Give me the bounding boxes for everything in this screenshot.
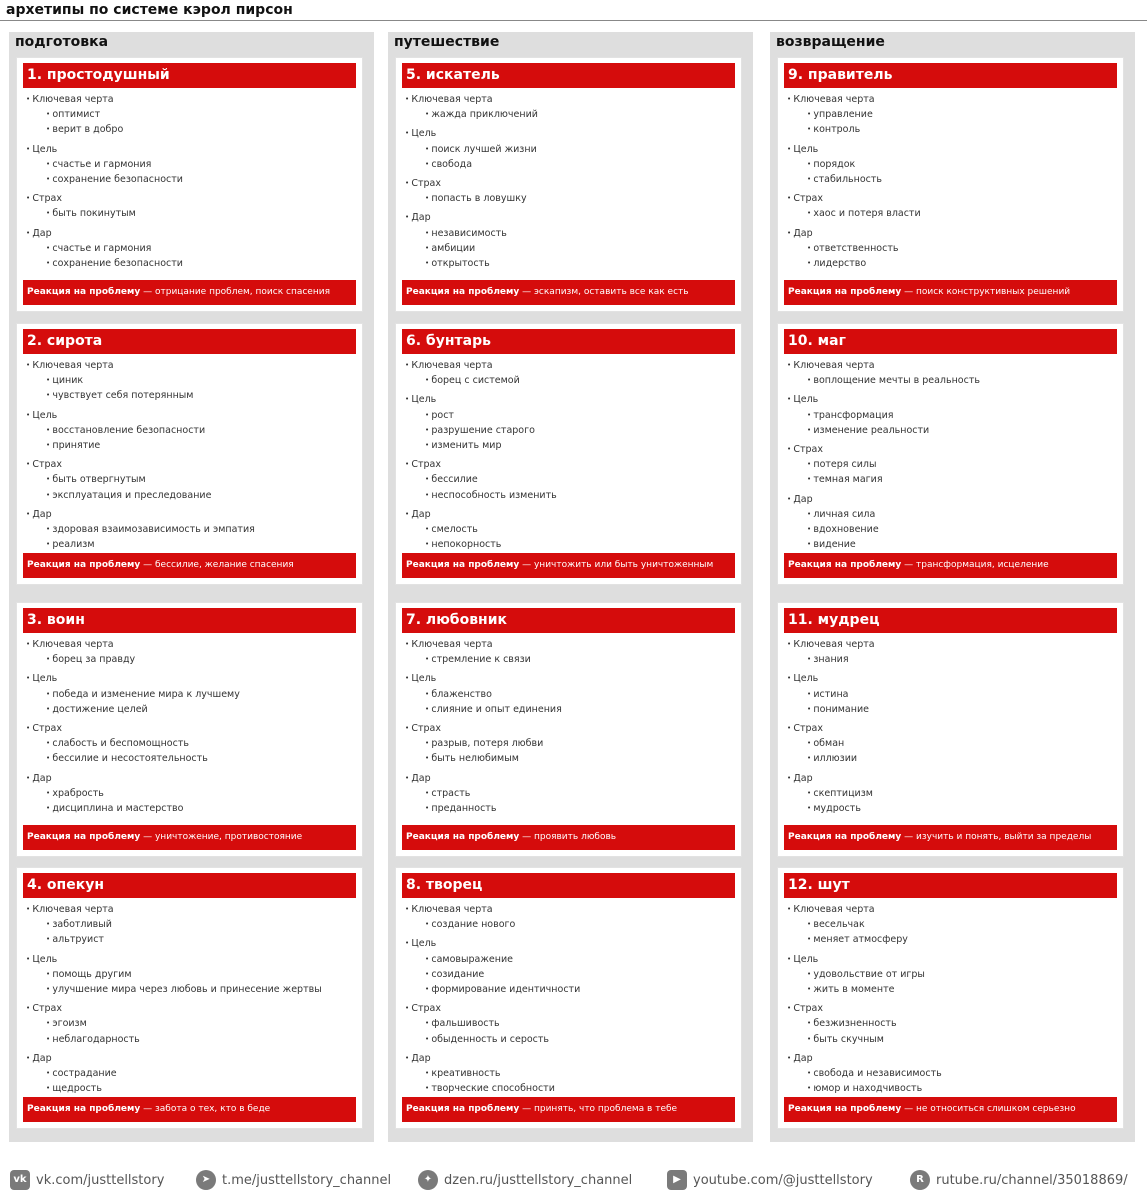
telegram-icon: ➤ — [196, 1170, 216, 1190]
footer-link-text: youtube.com/@justtellstory — [693, 1172, 873, 1188]
section-label: • Ключевая черта — [23, 637, 358, 652]
section-item: • свобода — [402, 157, 737, 172]
section-item: • счастье и гармония — [23, 241, 358, 256]
section — [402, 126, 737, 172]
section — [402, 507, 737, 553]
section — [23, 721, 358, 767]
section — [402, 771, 737, 817]
section-label: • Дар — [784, 492, 1119, 507]
section — [23, 902, 358, 948]
section — [23, 191, 358, 221]
section-item: • достижение целей — [23, 702, 358, 717]
archetype-title: 6. бунтарь — [402, 329, 735, 354]
section-item: • циник — [23, 373, 358, 388]
title-divider — [0, 20, 1147, 21]
section — [784, 637, 1119, 667]
reaction-text: — бессилие, желание спасения — [143, 560, 294, 570]
section-item: • управление — [784, 107, 1119, 122]
section-label: • Дар — [402, 210, 737, 225]
archetype-title: 1. простодушный — [23, 63, 356, 88]
section-item: • альтруист — [23, 932, 358, 947]
section-item: • быть покинутым — [23, 206, 358, 221]
reaction-bar — [784, 280, 1117, 305]
section-item: • потеря силы — [784, 457, 1119, 472]
section-item: • борец за правду — [23, 652, 358, 667]
section-label: • Ключевая черта — [784, 358, 1119, 373]
section-item: • быть нелюбимым — [402, 751, 737, 766]
reaction-bar — [784, 1097, 1117, 1122]
section — [402, 176, 737, 206]
section-item: • жажда приключений — [402, 107, 737, 122]
reaction-text: — отрицание проблем, поиск спасения — [143, 287, 330, 297]
section-label: • Цель — [23, 142, 358, 157]
reaction-bar — [23, 553, 356, 578]
section-item: • знания — [784, 652, 1119, 667]
archetype-sections — [402, 358, 737, 556]
section-label: • Дар — [402, 771, 737, 786]
section-item: • поиск лучшей жизни — [402, 142, 737, 157]
archetype-sections — [23, 637, 358, 820]
section — [784, 92, 1119, 138]
reaction-text: — уничтожение, противостояние — [143, 832, 303, 842]
archetype-sections — [23, 92, 358, 275]
section-label: • Цель — [23, 952, 358, 967]
section-label: • Цель — [402, 936, 737, 951]
column-title: подготовка — [15, 34, 109, 50]
reaction-bar — [23, 1097, 356, 1122]
section — [784, 671, 1119, 717]
section-item: • обман — [784, 736, 1119, 751]
section-item: • жить в моменте — [784, 982, 1119, 997]
archetype-card — [16, 867, 363, 1129]
section-item: • бессилие — [402, 472, 737, 487]
section — [402, 358, 737, 388]
column-title: путешествие — [394, 34, 500, 50]
page-title: архетипы по системе кэрол пирсон — [6, 2, 293, 18]
section — [23, 637, 358, 667]
section-item: • разрушение старого — [402, 423, 737, 438]
section-label: • Дар — [784, 226, 1119, 241]
section-item: • вдохновение — [784, 522, 1119, 537]
footer-link-4[interactable] — [667, 1169, 873, 1191]
section-label: • Страх — [402, 1001, 737, 1016]
archetype-title: 3. воин — [23, 608, 356, 633]
section — [784, 721, 1119, 767]
youtube-icon: ▶ — [667, 1170, 687, 1190]
section-item: • хаос и потеря власти — [784, 206, 1119, 221]
archetype-sections — [23, 358, 358, 556]
section-item: • слияние и опыт единения — [402, 702, 737, 717]
section-item: • ответственность — [784, 241, 1119, 256]
section-item: • сохранение безопасности — [23, 172, 358, 187]
section — [23, 408, 358, 454]
section-item: • воплощение мечты в реальность — [784, 373, 1119, 388]
archetype-sections — [402, 92, 737, 275]
section-label: • Ключевая черта — [402, 358, 737, 373]
section-item: • видение — [784, 537, 1119, 552]
section-label: • Ключевая черта — [23, 358, 358, 373]
section-label: • Ключевая черта — [402, 637, 737, 652]
section-item: • быть скучным — [784, 1032, 1119, 1047]
reaction-prefix: Реакция на проблему — [27, 1104, 141, 1114]
section — [784, 191, 1119, 221]
archetype-sections — [784, 358, 1119, 556]
reaction-text: — изучить и понять, выйти за пределы — [904, 832, 1092, 842]
archetype-sections — [402, 902, 737, 1100]
section-item: • темная магия — [784, 472, 1119, 487]
column-1 — [9, 32, 374, 1142]
section-item: • неблагодарность — [23, 1032, 358, 1047]
section-item: • фальшивость — [402, 1016, 737, 1031]
reaction-prefix: Реакция на проблему — [27, 560, 141, 570]
section — [23, 952, 358, 998]
footer-link-2[interactable] — [196, 1169, 391, 1191]
section-item: • иллюзии — [784, 751, 1119, 766]
archetype-card — [395, 867, 742, 1129]
section — [402, 210, 737, 271]
archetype-card — [16, 602, 363, 857]
archetype-card — [16, 323, 363, 585]
section-label: • Ключевая черта — [784, 637, 1119, 652]
reaction-bar — [402, 1097, 735, 1122]
section — [23, 1001, 358, 1047]
section — [784, 902, 1119, 948]
section — [784, 142, 1119, 188]
archetype-title: 2. сирота — [23, 329, 356, 354]
section-item: • скептицизм — [784, 786, 1119, 801]
archetype-card — [777, 57, 1124, 312]
archetype-card — [777, 867, 1124, 1129]
section — [23, 226, 358, 272]
section-item: • реализм — [23, 537, 358, 552]
reaction-prefix: Реакция на проблему — [788, 560, 902, 570]
section-item: • созидание — [402, 967, 737, 982]
section-item: • храбрость — [23, 786, 358, 801]
reaction-bar — [402, 280, 735, 305]
footer-links — [0, 1160, 1147, 1200]
section-label: • Дар — [23, 226, 358, 241]
section — [402, 902, 737, 932]
section-label: • Цель — [784, 952, 1119, 967]
section-label: • Страх — [402, 176, 737, 191]
archetype-title: 12. шут — [784, 873, 1117, 898]
rutube-icon: R — [910, 1170, 930, 1190]
section — [784, 1051, 1119, 1097]
archetype-card — [16, 57, 363, 312]
section-label: • Ключевая черта — [784, 902, 1119, 917]
section-item: • порядок — [784, 157, 1119, 172]
reaction-bar — [784, 553, 1117, 578]
reaction-bar — [784, 825, 1117, 850]
section — [402, 1051, 737, 1097]
section-item: • быть отвергнутым — [23, 472, 358, 487]
section-label: • Страх — [23, 721, 358, 736]
section-item: • блаженство — [402, 687, 737, 702]
section-label: • Страх — [23, 457, 358, 472]
section-label: • Ключевая черта — [23, 902, 358, 917]
section-item: • восстановление безопасности — [23, 423, 358, 438]
section-item: • бессилие и несостоятельность — [23, 751, 358, 766]
section-label: • Страх — [23, 1001, 358, 1016]
section-item: • разрыв, потеря любви — [402, 736, 737, 751]
section-label: • Страх — [784, 1001, 1119, 1016]
reaction-prefix: Реакция на проблему — [406, 560, 520, 570]
section — [402, 457, 737, 503]
section-item: • безжизненность — [784, 1016, 1119, 1031]
section-item: • формирование идентичности — [402, 982, 737, 997]
footer-link-text: vk.com/justtellstory — [36, 1172, 165, 1188]
section-item: • амбиции — [402, 241, 737, 256]
archetype-sections — [402, 637, 737, 820]
column-3 — [770, 32, 1135, 1142]
section-item: • улучшение мира через любовь и принесение жертвы — [23, 982, 358, 997]
section-label: • Цель — [784, 392, 1119, 407]
reaction-text: — уничтожить или быть уничтоженным — [522, 560, 714, 570]
footer-link-3[interactable] — [418, 1169, 632, 1191]
section-label: • Страх — [784, 721, 1119, 736]
section — [23, 671, 358, 717]
section-item: • победа и изменение мира к лучшему — [23, 687, 358, 702]
section-label: • Дар — [402, 1051, 737, 1066]
archetype-title: 5. искатель — [402, 63, 735, 88]
archetype-card — [395, 602, 742, 857]
section-item: • истина — [784, 687, 1119, 702]
section-item: • изменение реальности — [784, 423, 1119, 438]
section-item: • стабильность — [784, 172, 1119, 187]
archetype-card — [777, 323, 1124, 585]
section-item: • эксплуатация и преследование — [23, 488, 358, 503]
section-label: • Дар — [23, 771, 358, 786]
section-item: • рост — [402, 408, 737, 423]
archetype-sections — [784, 92, 1119, 275]
section-item: • эгоизм — [23, 1016, 358, 1031]
reaction-bar — [402, 553, 735, 578]
section-item: • неспособность изменить — [402, 488, 737, 503]
reaction-text: — эскапизм, оставить все как есть — [522, 287, 689, 297]
section-item: • оптимист — [23, 107, 358, 122]
reaction-text: — проявить любовь — [522, 832, 617, 842]
dzen-icon: ✦ — [418, 1170, 438, 1190]
section-label: • Дар — [784, 771, 1119, 786]
archetype-card — [395, 323, 742, 585]
section-item: • заботливый — [23, 917, 358, 932]
section — [402, 92, 737, 122]
archetype-title: 8. творец — [402, 873, 735, 898]
section-item: • трансформация — [784, 408, 1119, 423]
reaction-text: — забота о тех, кто в беде — [143, 1104, 271, 1114]
footer-link-1[interactable] — [10, 1169, 164, 1191]
archetype-card — [777, 602, 1124, 857]
reaction-prefix: Реакция на проблему — [788, 1104, 902, 1114]
section-item: • независимость — [402, 226, 737, 241]
section — [23, 358, 358, 404]
section-label: • Цель — [23, 408, 358, 423]
section-item: • контроль — [784, 122, 1119, 137]
section-label: • Ключевая черта — [402, 92, 737, 107]
reaction-bar — [23, 280, 356, 305]
section — [402, 1001, 737, 1047]
reaction-bar — [23, 825, 356, 850]
section — [23, 92, 358, 138]
section — [23, 507, 358, 553]
archetype-title: 9. правитель — [784, 63, 1117, 88]
section-label: • Страх — [402, 457, 737, 472]
reaction-prefix: Реакция на проблему — [788, 287, 902, 297]
section-item: • понимание — [784, 702, 1119, 717]
section — [784, 1001, 1119, 1047]
section-item: • попасть в ловушку — [402, 191, 737, 206]
archetype-title: 7. любовник — [402, 608, 735, 633]
section — [23, 142, 358, 188]
section-item: • преданность — [402, 801, 737, 816]
section — [784, 952, 1119, 998]
section-label: • Цель — [23, 671, 358, 686]
section-item: • борец с системой — [402, 373, 737, 388]
section-label: • Цель — [402, 126, 737, 141]
archetype-card — [395, 57, 742, 312]
section-item: • сострадание — [23, 1066, 358, 1081]
section — [784, 358, 1119, 388]
section-label: • Цель — [402, 392, 737, 407]
footer-link-5[interactable] — [910, 1169, 1128, 1191]
section-item: • принятие — [23, 438, 358, 453]
section-item: • лидерство — [784, 256, 1119, 271]
reaction-prefix: Реакция на проблему — [788, 832, 902, 842]
section — [23, 1051, 358, 1097]
section — [784, 392, 1119, 438]
section-item: • изменить мир — [402, 438, 737, 453]
section-item: • создание нового — [402, 917, 737, 932]
section-item: • помощь другим — [23, 967, 358, 982]
section-item: • креативность — [402, 1066, 737, 1081]
section-item: • удовольствие от игры — [784, 967, 1119, 982]
footer-link-text: t.me/justtellstory_channel — [222, 1172, 392, 1188]
section-label: • Ключевая черта — [402, 902, 737, 917]
section-item: • чувствует себя потерянным — [23, 388, 358, 403]
section-label: • Страх — [402, 721, 737, 736]
section — [402, 392, 737, 453]
section-item: • дисциплина и мастерство — [23, 801, 358, 816]
section-label: • Дар — [784, 1051, 1119, 1066]
archetype-title: 11. мудрец — [784, 608, 1117, 633]
reaction-text: — не относиться слишком серьезно — [904, 1104, 1076, 1114]
section-label: • Страх — [784, 442, 1119, 457]
section-item: • личная сила — [784, 507, 1119, 522]
archetype-title: 4. опекун — [23, 873, 356, 898]
section-item: • смелость — [402, 522, 737, 537]
section-label: • Ключевая черта — [784, 92, 1119, 107]
section-item: • страсть — [402, 786, 737, 801]
column-2 — [388, 32, 753, 1142]
section-item: • открытость — [402, 256, 737, 271]
section-label: • Цель — [784, 142, 1119, 157]
reaction-text: — поиск конструктивных решений — [904, 287, 1071, 297]
section — [784, 771, 1119, 817]
section-item: • сохранение безопасности — [23, 256, 358, 271]
section — [402, 721, 737, 767]
section — [23, 457, 358, 503]
reaction-prefix: Реакция на проблему — [406, 1104, 520, 1114]
section — [402, 637, 737, 667]
section-item: • мудрость — [784, 801, 1119, 816]
section-label: • Цель — [784, 671, 1119, 686]
section-item: • счастье и гармония — [23, 157, 358, 172]
section-item: • непокорность — [402, 537, 737, 552]
section — [784, 226, 1119, 272]
section-item: • самовыражение — [402, 952, 737, 967]
reaction-text: — трансформация, исцеление — [904, 560, 1049, 570]
section-label: • Дар — [23, 507, 358, 522]
archetype-sections — [23, 902, 358, 1100]
section-item: • стремление к связи — [402, 652, 737, 667]
section — [784, 492, 1119, 553]
section-label: • Дар — [402, 507, 737, 522]
section-item: • здоровая взаимозависимость и эмпатия — [23, 522, 358, 537]
section-label: • Страх — [784, 191, 1119, 206]
archetype-sections — [784, 902, 1119, 1100]
footer-link-text: dzen.ru/justtellstory_channel — [444, 1172, 633, 1188]
section — [784, 442, 1119, 488]
section-item: • юмор и находчивость — [784, 1081, 1119, 1096]
footer-link-text: rutube.ru/channel/35018869/ — [936, 1172, 1128, 1188]
section-item: • творческие способности — [402, 1081, 737, 1096]
reaction-prefix: Реакция на проблему — [406, 832, 520, 842]
section — [402, 936, 737, 997]
section-item: • весельчак — [784, 917, 1119, 932]
section-label: • Дар — [23, 1051, 358, 1066]
section-item: • щедрость — [23, 1081, 358, 1096]
section-item: • слабость и беспомощность — [23, 736, 358, 751]
reaction-bar — [402, 825, 735, 850]
section — [402, 671, 737, 717]
section-label: • Цель — [402, 671, 737, 686]
section — [23, 771, 358, 817]
section-item: • меняет атмосферу — [784, 932, 1119, 947]
section-label: • Ключевая черта — [23, 92, 358, 107]
reaction-prefix: Реакция на проблему — [27, 287, 141, 297]
section-item: • свобода и независимость — [784, 1066, 1119, 1081]
reaction-prefix: Реакция на проблему — [27, 832, 141, 842]
column-title: возвращение — [776, 34, 885, 50]
section-item: • верит в добро — [23, 122, 358, 137]
archetype-sections — [784, 637, 1119, 820]
reaction-prefix: Реакция на проблему — [406, 287, 520, 297]
section-label: • Страх — [23, 191, 358, 206]
section-item: • обыденность и серость — [402, 1032, 737, 1047]
archetype-title: 10. маг — [784, 329, 1117, 354]
reaction-text: — принять, что проблема в тебе — [522, 1104, 678, 1114]
vk-icon: vk — [10, 1170, 30, 1190]
